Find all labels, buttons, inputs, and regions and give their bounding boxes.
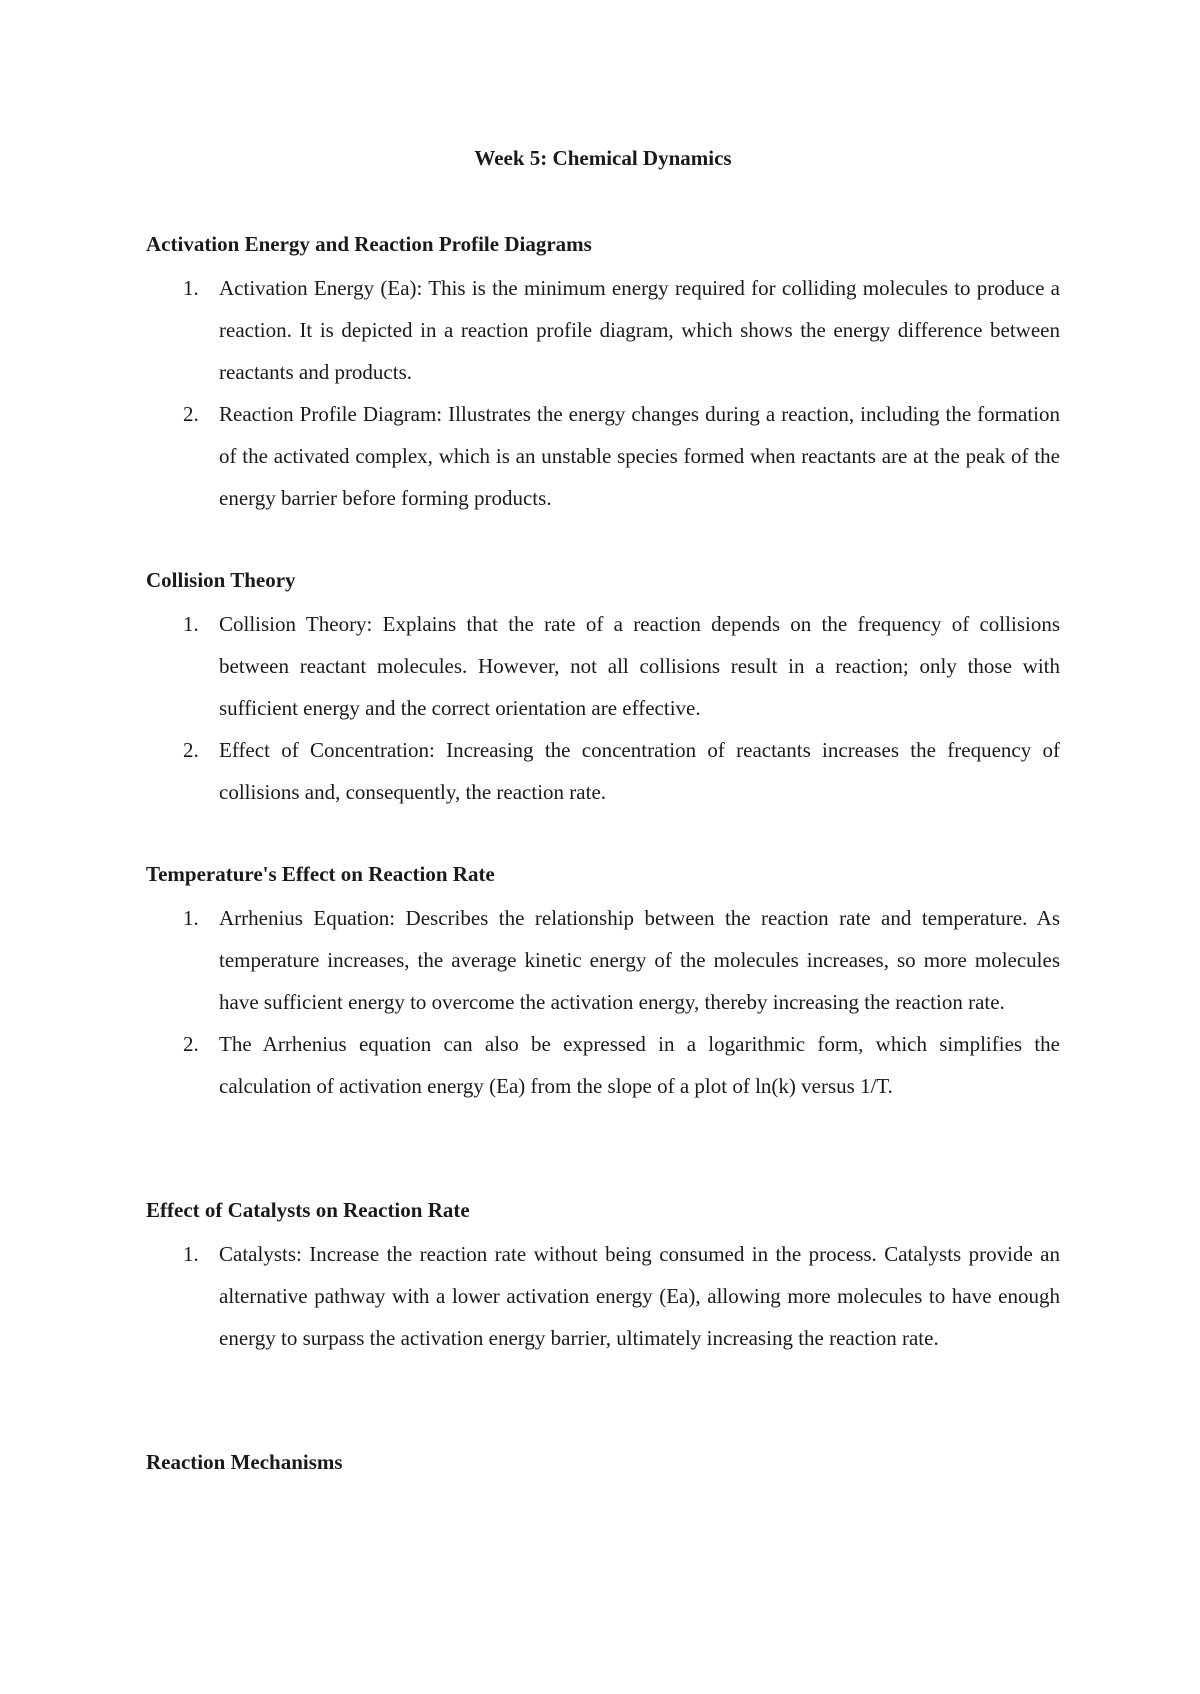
section-reaction-mechanisms: [146, 1447, 1060, 1485]
list-item: [146, 267, 1060, 393]
section-heading: Reaction Mechanisms: [146, 1450, 343, 1474]
section-heading: Collision Theory: [146, 568, 296, 592]
list-item-text: Catalysts: Increase the reaction rate without being consumed in the process. Catalysts provide an alternative pathway with a lower activation energy (Ea), allowing more molecules to have enough energy to surpass the activation energy barrier, ultimately increasing the reaction rate.: [219, 1242, 1060, 1350]
list-item: [146, 729, 1060, 813]
list-item-text: Effect of Concentration: Increasing the concentration of reactants increases the frequency of collisions and, consequently, the reaction rate.: [219, 738, 1060, 804]
list-item-number: 1.: [183, 276, 199, 300]
section-activation-energy: [146, 229, 1060, 519]
section-catalysts-effect: [146, 1195, 1060, 1359]
section-heading: Temperature's Effect on Reaction Rate: [146, 862, 495, 886]
list-item-number: 1.: [183, 612, 199, 636]
list-item-text: Reaction Profile Diagram: Illustrates the energy changes during a reaction, including the formation of the activated complex, which is an unstable species formed when reactants are at the peak of the energy barrier before forming products.: [219, 402, 1060, 510]
section-heading: Effect of Catalysts on Reaction Rate: [146, 1198, 470, 1222]
section-collision-theory: [146, 565, 1060, 813]
section-heading: Activation Energy and Reaction Profile Diagrams: [146, 232, 592, 256]
section-temperature-effect: [146, 859, 1060, 1107]
list-item-text: Arrhenius Equation: Describes the relationship between the reaction rate and temperature. As temperature increases, the average kinetic energy of the molecules increases, so more molecules have sufficient energy to overcome the activation energy, thereby increasing the reaction rate.: [219, 906, 1060, 1014]
list-item-number: 2.: [183, 1032, 199, 1056]
list-item-text: Collision Theory: Explains that the rate of a reaction depends on the frequency of collisions between reactant molecules. However, not all collisions result in a reaction; only those with sufficient energy and the correct orientation are effective.: [219, 612, 1060, 720]
numbered-list: [146, 267, 1060, 519]
list-item-number: 2.: [183, 402, 199, 426]
list-item-text: Activation Energy (Ea): This is the minimum energy required for colliding molecules to produce a reaction. It is depicted in a reaction profile diagram, which shows the energy difference between reactants and products.: [219, 276, 1060, 384]
list-item: [146, 1023, 1060, 1107]
list-item-number: 1.: [183, 906, 199, 930]
list-item-number: 1.: [183, 1242, 199, 1266]
list-item: [146, 1233, 1060, 1359]
numbered-list: [146, 897, 1060, 1107]
list-item: [146, 897, 1060, 1023]
list-item: [146, 603, 1060, 729]
list-item-text: The Arrhenius equation can also be expressed in a logarithmic form, which simplifies the calculation of activation energy (Ea) from the slope of a plot of ln(k) versus 1/T.: [219, 1032, 1060, 1098]
list-item: [146, 393, 1060, 519]
list-item-number: 2.: [183, 738, 199, 762]
document-title: Week 5: Chemical Dynamics: [474, 146, 732, 170]
numbered-list: [146, 603, 1060, 813]
numbered-list: [146, 1233, 1060, 1359]
